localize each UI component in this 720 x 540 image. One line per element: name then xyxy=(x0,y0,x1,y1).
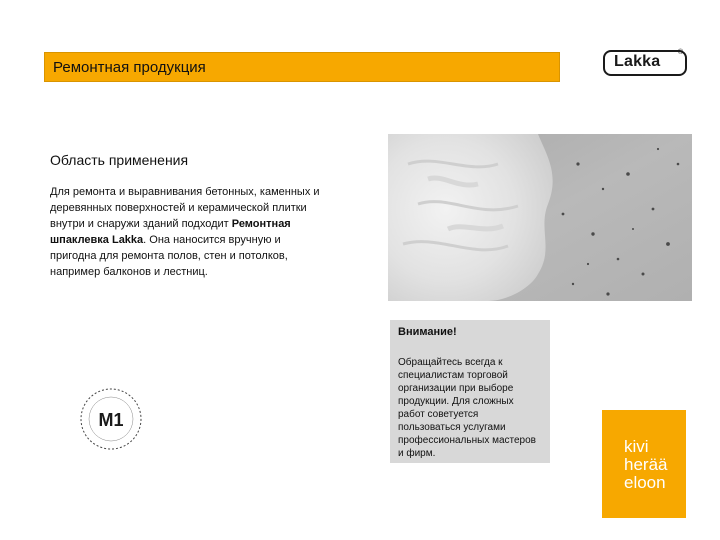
plaster-photo-image xyxy=(388,134,692,301)
m1-certification-seal xyxy=(78,386,144,452)
plaster-photo xyxy=(388,134,692,301)
product-name: Ремонтная шпаклевка Lakka xyxy=(50,218,291,246)
body-text-part: Для ремонта и выравнивания бетонных, каменных и деревянных поверхностей и керамической плитки внутри и снаружи зданий подходит xyxy=(50,186,320,230)
logo-registered-mark: ® xyxy=(677,49,683,56)
brand-slogan xyxy=(624,438,667,492)
notice-box xyxy=(390,320,550,463)
section-heading: Область применения xyxy=(50,152,189,168)
notice-title: Внимание! xyxy=(398,326,457,338)
m1-label: M1 xyxy=(98,410,124,430)
body-paragraph xyxy=(50,184,322,280)
lakka-logo xyxy=(603,50,687,76)
slogan-line: kivi xyxy=(624,437,649,456)
brand-slogan-box xyxy=(602,410,686,518)
m1-seal-icon xyxy=(78,386,144,452)
page-title: Ремонтная продукция xyxy=(53,59,206,76)
slogan-line: herää xyxy=(624,455,668,474)
logo-text: Lakka xyxy=(614,53,661,70)
body-text-part: . Она наносится вручную и пригодна для ремонта полов, стен и потолков, например балконов и лестниц. xyxy=(50,234,288,278)
slogan-line: eloon xyxy=(624,473,666,492)
header-bar xyxy=(44,52,560,82)
notice-text: Обращайтесь всегда к специалистам торговой организации при выборе продукции. Для сложных работ советуется пользоваться услугами профессиональных мастеров и фирм. xyxy=(398,357,536,459)
